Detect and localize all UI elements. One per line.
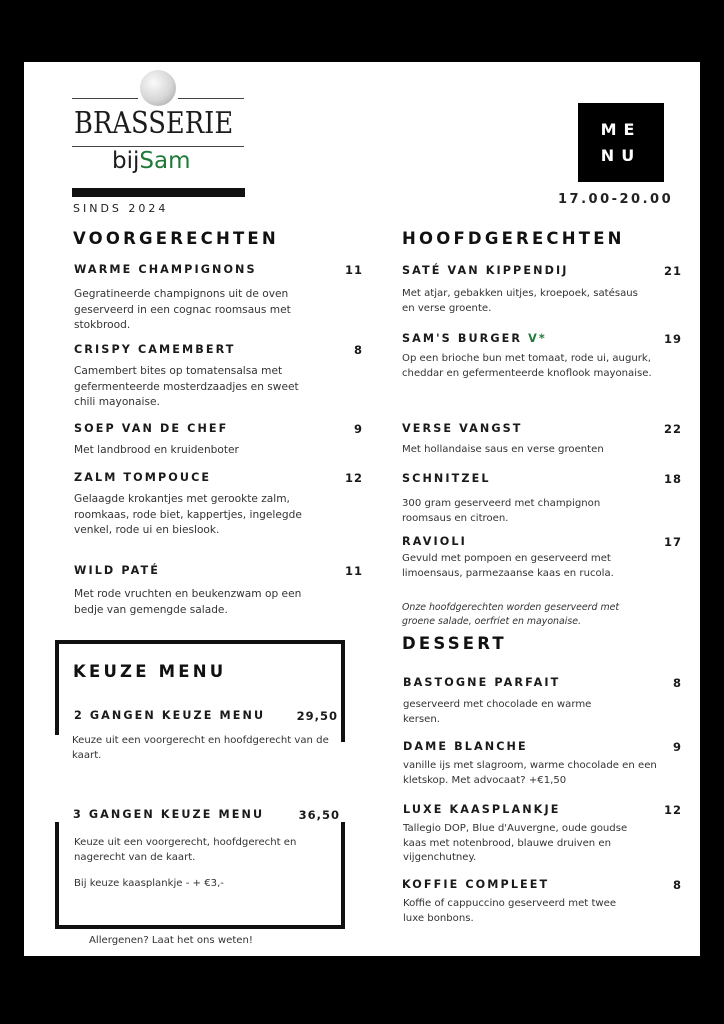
item-name: DAME BLANCHE: [403, 740, 528, 753]
keuze-option-name: 2 GANGEN KEUZE MENU: [74, 709, 266, 722]
keuze-option-price: 29,50: [296, 709, 338, 723]
logo-sam: Sam: [139, 148, 191, 174]
since-label: SINDS 2024: [73, 202, 169, 215]
item-name-text: SAM'S BURGER: [402, 332, 523, 345]
section-title-voorgerechten: VOORGERECHTEN: [73, 229, 279, 248]
item-price: 18: [663, 472, 682, 486]
item-desc: 300 gram geserveerd met champignon roomsaus en citroen.: [402, 498, 601, 524]
logo-bijsam: [112, 148, 191, 174]
item-name: RAVIOLI: [402, 535, 467, 548]
item-desc: Gevuld met pompoen en geserveerd met limoensaus, parmezaanse kaas en rucola.: [402, 553, 614, 579]
menu-badge-line1: ME: [600, 120, 642, 139]
item-price: 9: [353, 422, 363, 436]
item-price: 19: [663, 332, 682, 346]
item-name: [402, 332, 547, 345]
item-name: VERSE VANGST: [402, 422, 523, 435]
item-desc: Gegratineerde champignons uit de oven geserveerd in een cognac roomsaus met stokbrood.: [74, 288, 291, 331]
keuze-box-top: [55, 640, 345, 742]
vegetarian-tag: V*: [528, 332, 547, 345]
item-desc: vanille ijs met slagroom, warme chocolade en een kletskop. Met advocaat? +€1,50: [403, 760, 657, 786]
item-desc: geserveerd met chocolade en warme kersen.: [403, 699, 592, 725]
keuze-option-name: 3 GANGEN KEUZE MENU: [73, 808, 265, 821]
keuze-option-desc: Keuze uit een voorgerecht, hoofdgerecht en nagerecht van de kaart.: [74, 837, 297, 863]
item-price: 8: [672, 878, 682, 892]
item-desc: Camembert bites op tomatensalsa met gefermenteerde mosterdzaadjes en sweet chili mayonaise.: [74, 365, 299, 408]
menu-badge: [578, 103, 664, 182]
opening-hours: 17.00-20.00: [558, 192, 674, 207]
keuze-box-gap: [55, 735, 59, 755]
keuze-option-extra: Bij keuze kaasplankje - + €3,-: [74, 878, 224, 889]
hoofdgerechten-note: Onze hoofdgerechten worden geserveerd met groene salade, oerfriet en mayonaise.: [402, 602, 620, 627]
item-price: 12: [663, 803, 682, 817]
logo-bar: [72, 188, 245, 197]
item-desc: Koffie of cappuccino geserveerd met twee luxe bonbons.: [403, 898, 617, 924]
item-name: ZALM TOMPOUCE: [74, 471, 212, 484]
item-desc: Met atjar, gebakken uitjes, kroepoek, satésaus en verse groente.: [402, 288, 638, 314]
item-price: 21: [663, 264, 682, 278]
item-name: CRISPY CAMEMBERT: [74, 343, 236, 356]
logo-ball-icon: [140, 70, 176, 106]
item-price: 9: [672, 740, 682, 754]
keuze-option-desc: Keuze uit een voorgerecht en hoofdgerecht van de kaart.: [72, 735, 329, 761]
keuze-menu-title: KEUZE MENU: [73, 662, 227, 681]
item-name: SATÉ VAN KIPPENDIJ: [402, 264, 569, 277]
keuze-option-price: 36,50: [298, 808, 340, 822]
logo-line-right: [178, 98, 244, 99]
item-name: SOEP VAN DE CHEF: [74, 422, 229, 435]
section-title-dessert: DESSERT: [402, 634, 507, 653]
item-desc: Met rode vruchten en beukenzwam op een bedje van gemengde salade.: [74, 588, 302, 616]
item-desc: Op een brioche bun met tomaat, rode ui, augurk, cheddar en gefermenteerde knoflook mayonaise.: [402, 353, 652, 379]
item-desc: Met landbrood en kruidenboter: [74, 444, 239, 456]
item-desc: Gelaagde krokantjes met gerookte zalm, roomkaas, rode biet, kappertjes, ingelegde venkel, rode ui en bieslook.: [74, 493, 302, 536]
item-name: WARME CHAMPIGNONS: [74, 263, 257, 276]
item-desc: Tallegio DOP, Blue d'Auvergne, oude goudse kaas met notenbrood, blauwe druiven en vijgenchutney.: [403, 823, 628, 863]
logo-bij: bij: [112, 148, 140, 174]
allergens-note: Allergenen? Laat het ons weten!: [89, 935, 253, 946]
item-price: 22: [663, 422, 682, 436]
item-price: 17: [663, 535, 682, 549]
menu-badge-line2: NU: [600, 146, 642, 165]
item-desc: Met hollandaise saus en verse groenten: [402, 444, 604, 455]
item-name: BASTOGNE PARFAIT: [403, 676, 561, 689]
item-price: 12: [344, 471, 363, 485]
item-name: KOFFIE COMPLEET: [402, 878, 550, 891]
section-title-hoofdgerechten: HOOFDGERECHTEN: [402, 229, 625, 248]
logo-brasserie: BRASSERIE: [74, 106, 234, 141]
item-price: 8: [353, 343, 363, 357]
item-price: 11: [344, 263, 363, 277]
item-price: 11: [344, 564, 363, 578]
item-name: SCHNITZEL: [402, 472, 491, 485]
logo-line-mid: [72, 146, 244, 147]
logo-line-left: [72, 98, 138, 99]
item-name: WILD PATÉ: [74, 564, 160, 577]
item-name: LUXE KAASPLANKJE: [403, 803, 561, 816]
item-price: 8: [672, 676, 682, 690]
